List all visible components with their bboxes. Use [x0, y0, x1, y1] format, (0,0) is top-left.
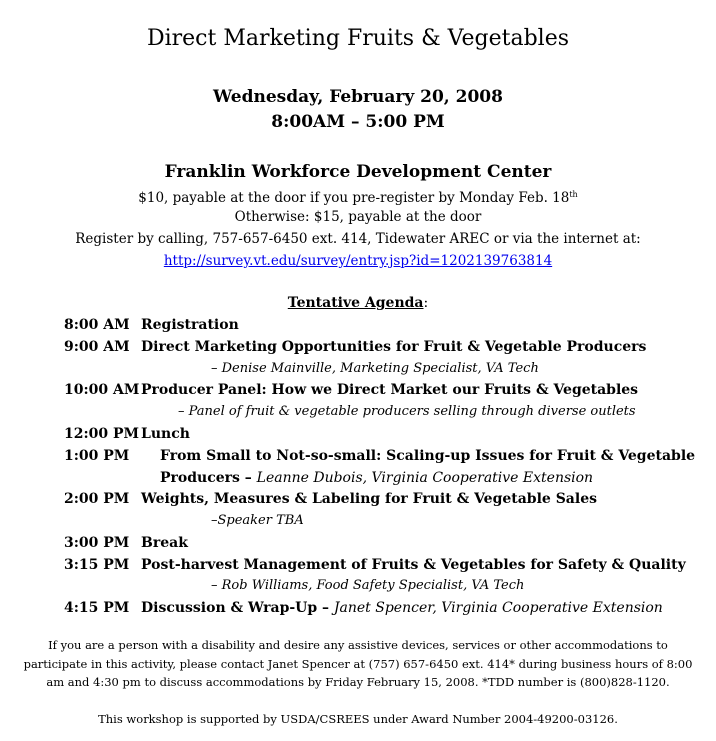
agenda-title: Break [141, 535, 188, 551]
agenda-speaker: – Denise Mainville, Marketing Specialist, VA Tech [211, 361, 539, 376]
agenda-speaker: – Rob Williams, Food Safety Specialist, VA Tech [211, 578, 525, 593]
agenda-heading [0, 294, 716, 313]
agenda-heading-text: Tentative Agenda [287, 295, 424, 311]
agenda-speaker: Janet Spencer, Virginia Cooperative Extension [333, 600, 663, 616]
agenda-time: 3:00 PM [64, 535, 130, 551]
fee-text: $10, payable at the door if you pre-register by Monday Feb. 18 [138, 190, 570, 206]
agenda-time: 4:15 PM [64, 600, 130, 616]
agenda-title: Weights, Measures & Labeling for Fruit & Vegetable Sales [141, 491, 597, 507]
agenda-time: 10:00 AM [64, 382, 140, 398]
register-link-row [0, 252, 716, 270]
fee-line-otherwise: Otherwise: $15, payable at the door [234, 209, 482, 225]
accessibility-notice-line: If you are a person with a disability and desire any assistive devices, services or other accommodations to [48, 638, 668, 652]
event-date: Wednesday, February 20, 2008 [213, 87, 503, 107]
agenda-title: Registration [141, 317, 239, 333]
agenda-title: Producer Panel: How we Direct Market our Fruits & Vegetables [141, 382, 639, 398]
venue-name: Franklin Workforce Development Center [164, 162, 552, 182]
accessibility-notice-line: participate in this activity, please contact Janet Spencer at (757) 657-6450 ext. 414* during business hours of 8:00 [23, 657, 693, 671]
agenda-speaker: Leanne Dubois, Virginia Cooperative Extension [256, 470, 594, 486]
event-time: 8:00AM – 5:00 PM [271, 112, 445, 132]
agenda-time: 8:00 AM [64, 317, 130, 333]
fee-line [0, 186, 716, 207]
agenda-time: 12:00 PM [64, 426, 140, 442]
agenda-speaker: – Panel of fruit & vegetable producers selling through diverse outlets [178, 404, 636, 419]
accessibility-notice-line: am and 4:30 pm to discuss accommodations by Friday February 15, 2008. *TDD number is (800)828-1120. [46, 675, 670, 689]
agenda-title-continued [160, 469, 593, 488]
register-link[interactable]: http://survey.vt.edu/survey/entry.jsp?id=1202139763814 [163, 253, 553, 269]
agenda-title-part: Producers – [160, 470, 257, 486]
agenda-time: 9:00 AM [64, 339, 130, 355]
agenda-title: Lunch [141, 426, 190, 442]
agenda-time: 2:00 PM [64, 491, 130, 507]
page-title: Direct Marketing Fruits & Vegetables [146, 26, 570, 51]
agenda-title: From Small to Not-so-small: Scaling-up Issues for Fruit & Vegetable [160, 448, 696, 464]
agenda-heading-colon: : [423, 295, 429, 311]
agenda-time: 1:00 PM [64, 448, 130, 464]
register-line: Register by calling, 757-657-6450 ext. 414, Tidewater AREC or via the internet at: [75, 231, 641, 247]
agenda-speaker: –Speaker TBA [211, 513, 304, 528]
agenda-title: Direct Marketing Opportunities for Fruit & Vegetable Producers [141, 339, 647, 355]
fee-ordinal: th [569, 190, 578, 199]
agenda-time: 3:15 PM [64, 557, 130, 573]
agenda-title-with-speaker [141, 599, 663, 618]
agenda-title: Discussion & Wrap-Up – [141, 600, 334, 616]
funding-notice: This workshop is supported by USDA/CSREES under Award Number 2004-49200-03126. [98, 712, 618, 726]
agenda-title: Post-harvest Management of Fruits & Vegetables for Safety & Quality [141, 557, 686, 573]
